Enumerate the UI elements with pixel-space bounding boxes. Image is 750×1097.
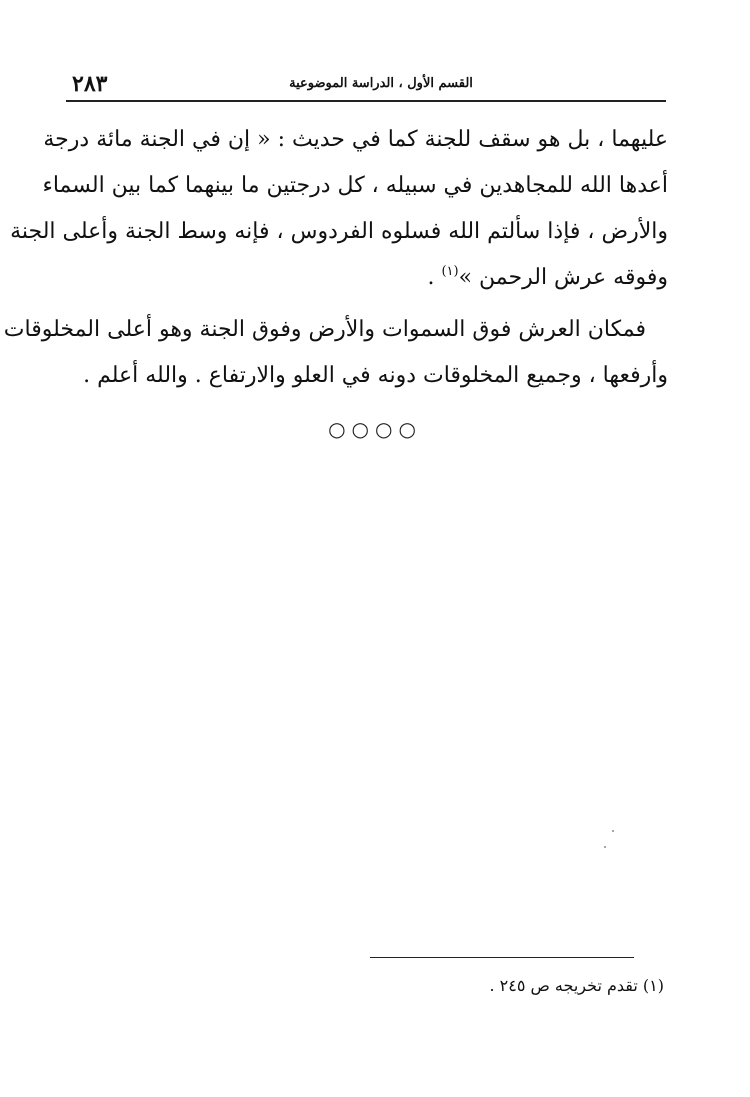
text-line — [66, 255, 668, 301]
section-separator: ○○○○ — [328, 417, 422, 441]
page-number: ٢٨٣ — [72, 71, 108, 97]
text-line: وأرفعها ، وجميع المخلوقات دونه في العلو والارتفاع . والله أعلم . — [83, 363, 668, 388]
paragraph-2 — [3, 307, 668, 399]
text-line: فمكان العرش فوق السموات والأرض وفوق الجنة وهو أعلى المخلوقات — [3, 317, 646, 342]
paragraph-1 — [10, 117, 668, 301]
text-line: والأرض ، فإذا سألتم الله فسلوه الفردوس ، فإنه وسط الجنة وأعلى الجنة — [10, 219, 668, 244]
running-title: القسم الأول ، الدراسة الموضوعية — [289, 76, 473, 91]
scan-speck — [604, 846, 606, 848]
text-line: أعدها الله للمجاهدين في سبيله ، كل درجتين ما بينهما كما بين السماء — [42, 173, 668, 198]
text-line: عليهما ، بل هو سقف للجنة كما في حديث : « إن في الجنة مائة درجة — [43, 127, 668, 152]
header-rule — [66, 100, 666, 102]
footnote-rule — [370, 957, 634, 958]
footnote: (١) تقدم تخريجه ص ٢٤٥ . — [489, 976, 664, 995]
footnote-reference: (١) — [441, 264, 459, 279]
line-text: وفوقه عرش الرحمن » — [458, 265, 668, 290]
body-text — [3, 117, 668, 399]
line-end: . — [427, 265, 442, 290]
page-header — [66, 70, 666, 100]
scan-speck — [612, 830, 614, 832]
